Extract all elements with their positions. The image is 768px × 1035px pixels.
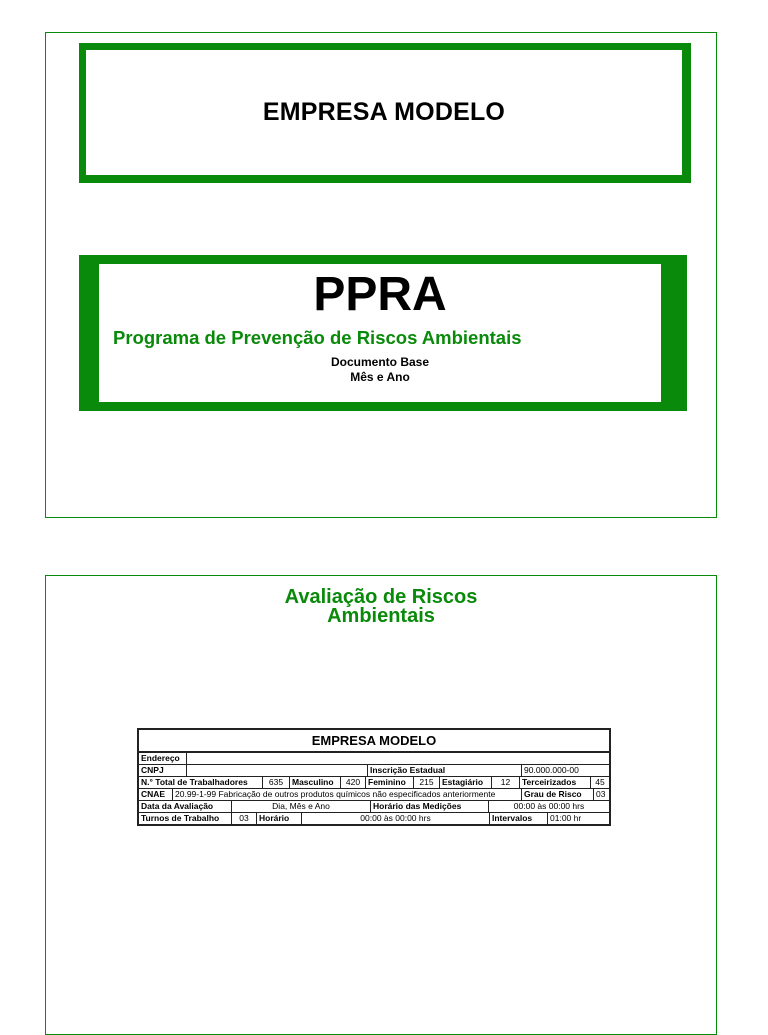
company-box xyxy=(79,43,691,183)
table-row-shifts xyxy=(139,813,609,824)
slide-cover xyxy=(45,32,717,518)
state-reg-value: 90.000.000-00 xyxy=(524,765,579,775)
eval-date-value: Dia, Mês e Ano xyxy=(232,801,371,812)
outsourced-value: 45 xyxy=(595,777,605,787)
total-workers-label: N.° Total de Trabalhadores xyxy=(139,777,263,788)
doc-type: Documento Base xyxy=(330,355,430,369)
male-label: Masculino xyxy=(290,777,341,788)
breaks-value: 01:00 hr xyxy=(550,813,582,823)
total-workers-value: 635 xyxy=(263,777,290,788)
slide2-title-line2: Ambientais xyxy=(327,605,435,627)
slide2-title xyxy=(46,588,716,626)
table-row-address xyxy=(139,753,609,765)
address-label: Endereço xyxy=(139,753,187,764)
slide2-title-line1: Avaliação de Riscos xyxy=(284,586,478,608)
company-title: EMPRESA MODELO xyxy=(262,98,506,126)
male-value: 420 xyxy=(341,777,366,788)
shifts-label: Turnos de Trabalho xyxy=(139,813,232,824)
table-row-evaluation xyxy=(139,801,609,813)
measure-time-value: 00:00 às 00:00 hrs xyxy=(513,801,585,811)
ppra-title: PPRA xyxy=(313,268,447,321)
eval-date-label: Data da Avaliação xyxy=(139,801,232,812)
cnae-value: 20.99-1-99 Fabricação de outros produtos químicos não especificados anteriormente xyxy=(173,789,522,800)
measure-time-label: Horário das Medições xyxy=(371,801,489,812)
table-row-cnae xyxy=(139,789,609,801)
breaks-label: Intervalos xyxy=(490,813,548,824)
state-reg-label: Inscrição Estadual xyxy=(368,765,522,776)
cnpj-label: CNPJ xyxy=(139,765,187,776)
table-row-workers xyxy=(139,777,609,789)
risk-grade-label: Grau de Risco xyxy=(522,789,594,800)
intern-value: 12 xyxy=(492,777,520,788)
ppra-box xyxy=(79,255,687,411)
outsourced-label: Terceirizados xyxy=(520,777,591,788)
female-value: 215 xyxy=(414,777,440,788)
table-heading: EMPRESA MODELO xyxy=(139,730,609,753)
shifts-value: 03 xyxy=(232,813,257,824)
address-value xyxy=(187,753,609,764)
cnpj-value xyxy=(187,765,368,776)
risk-grade-value: 03 xyxy=(596,789,606,799)
schedule-label: Horário xyxy=(257,813,302,824)
company-data-table xyxy=(137,728,611,826)
program-name: Programa de Prevenção de Riscos Ambientais xyxy=(113,327,522,348)
schedule-value: 00:00 às 00:00 hrs xyxy=(302,813,490,824)
slide-risk-assessment xyxy=(45,575,717,1035)
table-row-cnpj xyxy=(139,765,609,777)
cnae-label: CNAE xyxy=(139,789,173,800)
intern-label: Estagiário xyxy=(440,777,492,788)
doc-period: Mês e Ano xyxy=(350,370,410,384)
female-label: Feminino xyxy=(366,777,414,788)
